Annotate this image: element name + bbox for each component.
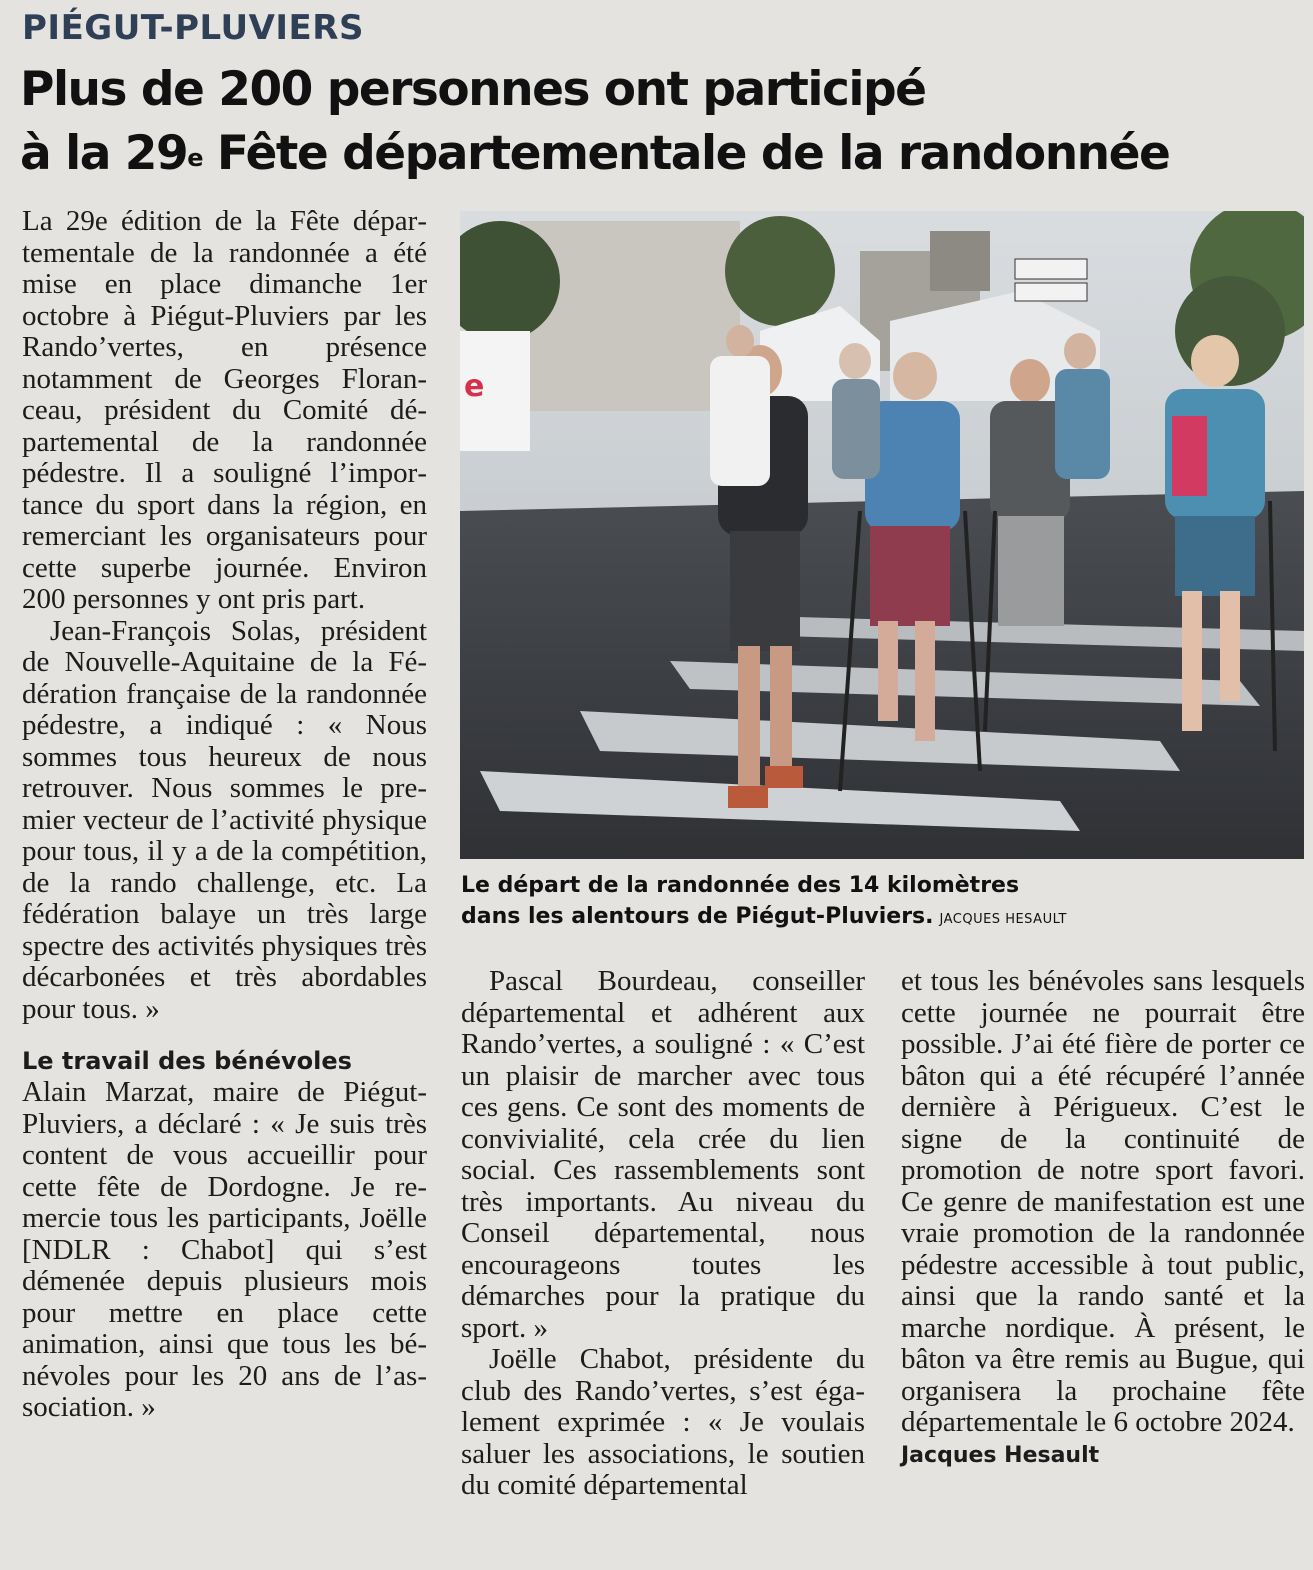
article-column-1: [22, 206, 427, 1424]
article-headline: [20, 58, 1300, 186]
headline-line-2: à la 29e Fête départementale de la randonnée: [20, 126, 1170, 181]
paragraph-bourdeau-quote: Pascal Bourdeau, conseiller départemental et adhérent aux Rando’vertes, a souligné : « C’est un plaisir de marcher avec tous ces gens. Ce sont des moments de convivialité, cela crée du lien social. Ces rassemblements sont très importants. Au niveau du Conseil départemental, nous encourageons toutes les démarches pour la pratique du sport. »: [461, 965, 865, 1344]
paragraph-marzat-quote: Alain Marzat, maire de Piégut-Pluviers, a déclaré : « Je suis très content de vous accueillir pour cette fête de Dordogne. Je remercie tous les participants, Joëlle [NDLR : Chabot] qui s’est démenée depuis plusieurs mois pour mettre en place cette animation, ainsi que tous les bénévoles pour les 20 ans de l’association. »: [22, 1076, 427, 1423]
paragraph-solas-quote: Jean-François Solas, président de Nouvelle-Aquitaine de la Fédération française de la randonnée pédestre, a indiqué : « Nous sommes tous heureux de nous retrouver. Nous sommes le premier vecteur de l’activité physique pour tous, il y a de la compétition, de la rando challenge, etc. La fédération balaye un très large spectre des activités physiques très décarbonées et très abordables pour tous. »: [22, 614, 427, 1025]
subheading: Le travail des bénévoles: [22, 1047, 352, 1075]
author-signature: Jacques Hesault: [901, 1442, 1100, 1468]
section-kicker: PIÉGUT-PLUVIERS: [22, 8, 364, 48]
hikers-photo-illustration: [460, 211, 1304, 859]
banner-text: e: [464, 369, 485, 404]
caption-line-1: Le départ de la randonnée des 14 kilomètres: [461, 873, 1020, 898]
paragraph-chabot-quote: Joëlle Chabot, présidente du club des Rando’vertes, s’est également exprimée : « Je voulais saluer les associations, le soutien du comité départemental: [461, 1343, 865, 1501]
photo-credit: JACQUES HESAULT: [939, 912, 1067, 927]
photo-caption: [461, 870, 1291, 935]
article-column-3: [901, 966, 1305, 1473]
caption-line-2: dans les alentours de Piégut-Pluviers.: [461, 904, 934, 929]
article-column-2: [461, 966, 865, 1502]
paragraph-chabot-continued: et tous les bénévoles sans lesquels cette journée ne pourrait être possible. J’ai été fière de porter ce bâton qui a été récupéré l’année dernière à Périgueux. C’est le signe de la continuité de promotion de notre sport favori. Ce genre de manifestation est une vraie promotion de la randonnée pédestre accessible à tout public, ainsi que la rando santé et la marche nordique. À présent, le bâton va être remis au Bugue, qui organisera la prochaine fête départementale le 6 octobre 2024.: [901, 965, 1305, 1438]
headline-line-1: Plus de 200 personnes ont participé: [20, 62, 926, 117]
article-photo: [460, 211, 1304, 859]
paragraph-intro: La 29e édition de la Fête départementale de la randonnée a été mise en place dimanche 1er octobre à Piégut-Pluviers par les Rando’vertes, en présence notamment de Georges Floranceau, président du Comité départemental de la randonnée pédestre. Il a souligné l’importance du sport dans la région, en remerciant les organisateurs pour cette superbe journée. Environ 200 personnes y ont pris part.: [22, 205, 427, 615]
